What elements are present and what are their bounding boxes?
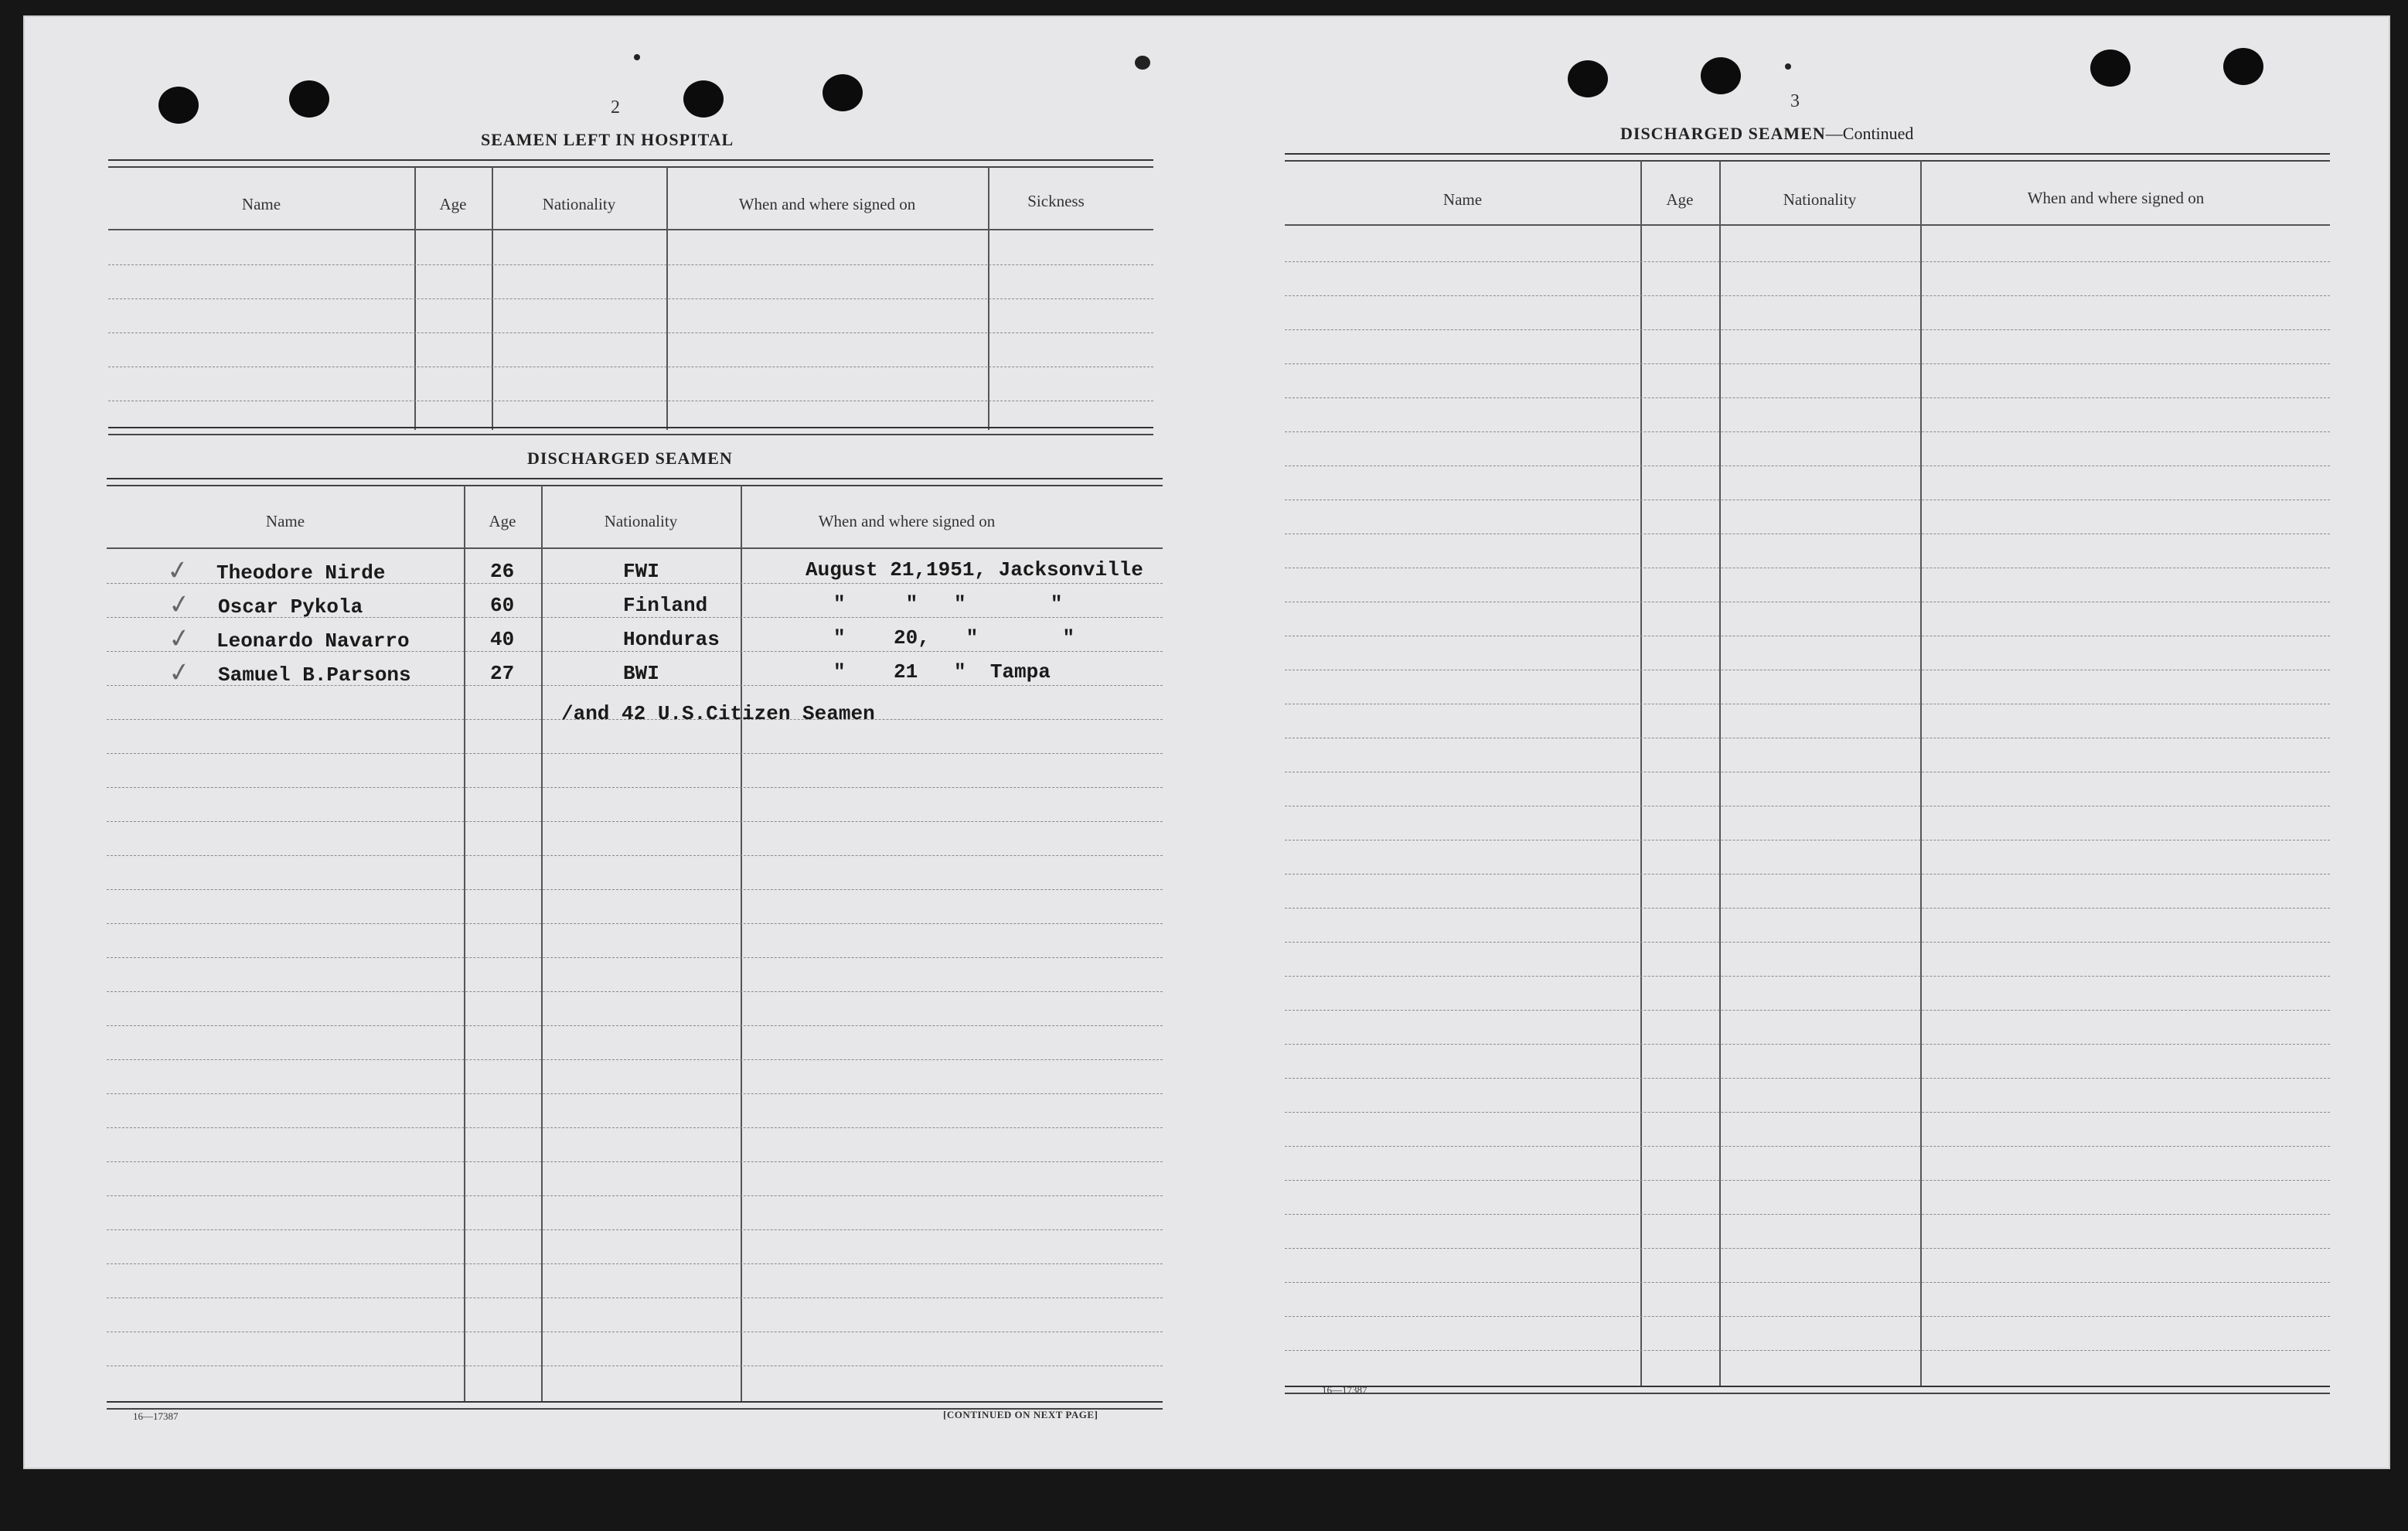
header-line xyxy=(1285,224,2330,226)
citizen-seamen-note: /and 42 U.S.Citizen Seamen xyxy=(561,702,875,725)
seaman-signed-on: " 20, " " xyxy=(833,626,1075,650)
ink-speck xyxy=(634,54,640,60)
seaman-name: Oscar Pykola xyxy=(218,595,363,619)
row-line xyxy=(107,1093,1163,1094)
check-mark: ✓ xyxy=(166,622,193,656)
check-mark: ✓ xyxy=(166,588,193,622)
title-suffix: —Continued xyxy=(1825,124,1914,143)
ink-speck xyxy=(1135,56,1150,70)
column-divider xyxy=(1920,161,1922,1387)
row-line xyxy=(1285,1350,2330,1351)
row-line xyxy=(1285,1112,2330,1113)
discharged-table xyxy=(107,478,1163,1413)
column-divider xyxy=(464,486,465,1403)
row-line xyxy=(1285,874,2330,875)
punch-hole xyxy=(823,74,863,111)
form-number-left: 16—17387 xyxy=(133,1410,179,1422)
punch-hole xyxy=(158,87,199,124)
table-top-rule xyxy=(107,478,1163,486)
ink-speck xyxy=(1785,63,1791,70)
column-header: Sickness xyxy=(1027,192,1085,210)
row-line xyxy=(1285,976,2330,977)
column-header: Nationality xyxy=(1783,190,1857,209)
punch-hole xyxy=(1568,60,1608,97)
check-mark: ✓ xyxy=(166,656,193,690)
row-line xyxy=(1285,840,2330,841)
row-line xyxy=(107,1025,1163,1026)
column-header: When and where signed on xyxy=(738,195,916,213)
row-line xyxy=(107,1161,1163,1162)
seaman-nationality: Finland xyxy=(623,594,708,617)
row-line xyxy=(107,1059,1163,1060)
table-top-rule xyxy=(108,159,1153,168)
page-number-right: 3 xyxy=(1790,91,1800,111)
discharged-continued-title xyxy=(1620,124,1913,144)
row-line xyxy=(107,991,1163,992)
column-header: Age xyxy=(489,512,516,530)
document-sheet xyxy=(23,15,2390,1469)
hospital-title: SEAMEN LEFT IN HOSPITAL xyxy=(481,130,734,149)
column-header: Name xyxy=(265,512,305,530)
hospital-table xyxy=(108,159,1153,445)
row-line xyxy=(1285,1044,2330,1045)
row-line xyxy=(107,957,1163,958)
row-line xyxy=(107,1127,1163,1128)
row-line xyxy=(107,1195,1163,1196)
discharged-title: DISCHARGED SEAMEN xyxy=(527,448,733,468)
seaman-age: 60 xyxy=(490,594,515,617)
row-line xyxy=(1285,908,2330,909)
column-divider xyxy=(1640,161,1642,1387)
punch-hole xyxy=(683,80,724,118)
table-top-rule xyxy=(1285,153,2330,162)
row-line xyxy=(108,332,1153,333)
seaman-signed-on: " 21 " Tampa xyxy=(833,660,1051,684)
punch-hole xyxy=(1701,57,1741,94)
punch-hole xyxy=(2090,49,2130,87)
seaman-signed-on: " " " " xyxy=(833,592,1063,615)
row-line xyxy=(1285,431,2330,432)
row-line xyxy=(1285,1316,2330,1317)
seaman-name: Samuel B.Parsons xyxy=(218,663,411,687)
seaman-name: Theodore Nirde xyxy=(216,561,386,585)
row-line xyxy=(1285,1282,2330,1283)
column-divider xyxy=(741,486,742,1403)
row-line xyxy=(1285,1214,2330,1215)
column-header: Name xyxy=(1442,190,1483,209)
row-line xyxy=(107,1297,1163,1298)
check-mark: ✓ xyxy=(165,554,192,588)
column-header: When and where signed on xyxy=(2027,189,2205,207)
seaman-nationality: Honduras xyxy=(623,628,720,651)
seaman-age: 27 xyxy=(490,662,515,685)
seaman-nationality: BWI xyxy=(623,662,659,685)
row-line xyxy=(107,1229,1163,1230)
row-line xyxy=(1285,295,2330,296)
row-line xyxy=(107,753,1163,754)
row-line xyxy=(107,889,1163,890)
row-line xyxy=(1285,397,2330,398)
row-line xyxy=(107,787,1163,788)
column-divider xyxy=(541,486,543,1403)
discharged-continued-table xyxy=(1285,153,2330,1398)
seaman-age: 40 xyxy=(490,628,515,651)
row-line xyxy=(1285,261,2330,262)
row-line xyxy=(1285,1010,2330,1011)
title-main: DISCHARGED SEAMEN xyxy=(1620,124,1826,143)
row-line xyxy=(1285,363,2330,364)
row-line xyxy=(1285,1248,2330,1249)
row-line xyxy=(107,1263,1163,1264)
row-line xyxy=(1285,1146,2330,1147)
punch-hole xyxy=(2223,48,2263,85)
row-line xyxy=(1285,329,2330,330)
seaman-name: Leonardo Navarro xyxy=(216,629,410,653)
column-header: Age xyxy=(1666,190,1694,209)
continued-note: [CONTINUED ON NEXT PAGE] xyxy=(943,1409,1098,1420)
row-line xyxy=(107,855,1163,856)
table-bottom-rule xyxy=(108,427,1153,435)
row-line xyxy=(1285,465,2330,466)
seaman-signed-on: August 21,1951, Jacksonville xyxy=(806,558,1143,581)
column-header: Nationality xyxy=(542,195,616,213)
seaman-nationality: FWI xyxy=(623,560,659,583)
header-line xyxy=(108,229,1153,230)
table-bottom-rule xyxy=(1285,1386,2330,1394)
row-line xyxy=(107,821,1163,822)
row-line xyxy=(1285,942,2330,943)
page-number-left: 2 xyxy=(611,97,620,118)
column-header: Nationality xyxy=(604,512,678,530)
seaman-age: 26 xyxy=(490,560,515,583)
form-number-right: 16—17387 xyxy=(1322,1384,1367,1396)
column-header: Name xyxy=(241,195,281,213)
row-line xyxy=(108,298,1153,299)
column-header: When and where signed on xyxy=(818,512,996,530)
column-header: Age xyxy=(439,195,467,213)
row-line xyxy=(1285,1078,2330,1079)
column-divider xyxy=(1719,161,1721,1387)
row-line xyxy=(107,923,1163,924)
row-line xyxy=(108,264,1153,265)
punch-hole xyxy=(289,80,329,118)
header-line xyxy=(107,547,1163,549)
row-line xyxy=(1285,1180,2330,1181)
